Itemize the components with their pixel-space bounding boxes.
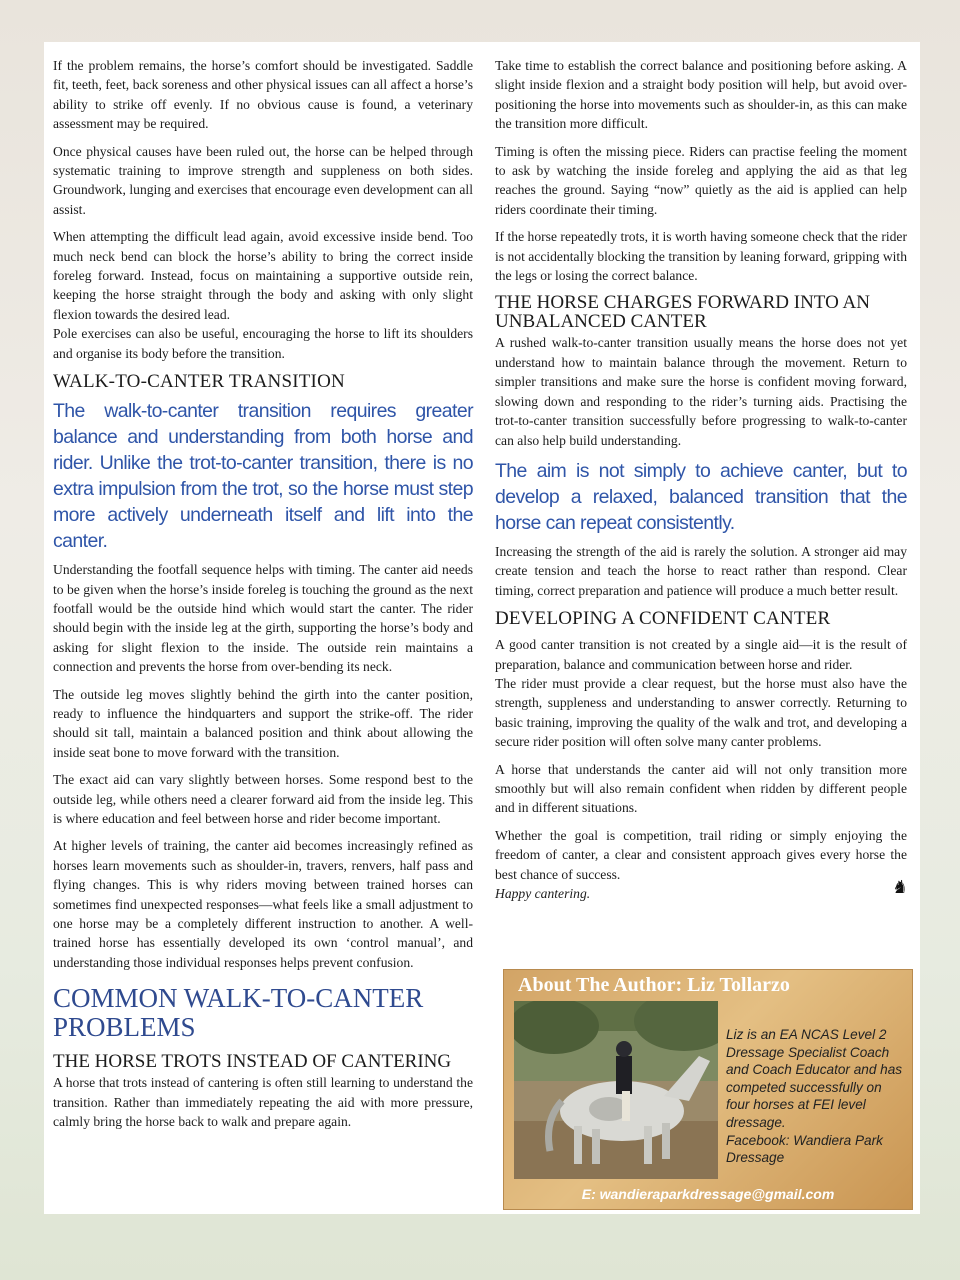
author-photo xyxy=(514,1001,718,1179)
lead-paragraph: The walk-to-canter transition requires greater balance and understanding from both horse and rider. Unlike the trot-to-canter transition, there is no extra impulsion from the trot, so the horse must step more actively underneath itself and lift into the canter. xyxy=(53,400,473,553)
paragraph: When attempting the difficult lead again, avoid excessive inside bend. Too much neck bend can block the horse’s ability to bring the correct inside foreleg forward. Instead, focus on maintaining a supportive outside rein, keeping the horse straight through the body and asking with only slight flexion towards the desired lead. xyxy=(53,229,473,322)
about-author-box xyxy=(503,969,913,1210)
horse-head-icon: ♞ xyxy=(890,877,907,897)
sign-off-text: Happy cantering. xyxy=(495,886,591,901)
author-bio xyxy=(726,1026,906,1167)
section-heading-common-problems: COMMON WALK-TO-CANTER PROBLEMS xyxy=(53,983,424,1043)
article-panel xyxy=(44,42,920,1214)
paragraph: Pole exercises can also be useful, encouraging the horse to lift its shoulders and organise its body before the transition. xyxy=(53,326,473,361)
paragraph: The exact aid can vary slightly between horses. Some respond best to the outside leg, while others need a clearer forward aid from the inside leg. This is where education and feel between horse and rider become important. xyxy=(53,772,473,826)
paragraph: Whether the goal is competition, trail riding or simply enjoying the freedom of canter, a clear and consistent approach gives every horse the best chance of success. xyxy=(495,827,907,882)
paragraph: Once physical causes have been ruled out, the horse can be helped through systematic training to improve strength and suppleness on both sides. Groundwork, lunging and exercises that encourage even development can all assist. xyxy=(53,143,473,217)
paragraph: The rider must provide a clear request, but the horse must also have the strength, suppleness and understanding to answer correctly. Returning to basic training, improving the quality of the walk and trot, and developing a secure rider position will often solve many canter problems. xyxy=(495,675,907,750)
subheading-charges-forward: THE HORSE CHARGES FORWARD INTO AN UNBALANCED CANTER xyxy=(495,292,870,333)
lead-paragraph: The aim is not simply to achieve canter, but to develop a relaxed, balanced transition that the horse can repeat consistently. xyxy=(495,459,907,534)
left-column xyxy=(53,56,473,1131)
paragraph: Understanding the footfall sequence helps with timing. The canter aid needs to be given when the horse’s inside foreleg is touching the ground as the next footfall would be the outside hind which would start the canter. The rider should begin with the inside leg at the girth, supporting the horse’s body and asking for slight flexion to the inside. The outside rein maintains a connection and prevents the horse from over-bending its neck. xyxy=(53,562,473,675)
paragraph: At higher levels of training, the canter aid becomes increasingly refined as horses learn movements such as shoulder-in, travers, renvers, half pass and flying changes. This is why riders moving between trained horses can sometimes find unexpected responses—what feels like a small adjustment to one horse may be a completely different instruction to another. A well-trained horse has essentially developed its own ‘control manual’, and understanding those individual responses helps prevent confusion. xyxy=(53,838,473,970)
author-photo-image xyxy=(514,1001,718,1179)
section-heading-walk-to-canter: WALK-TO-CANTER TRANSITION xyxy=(53,371,345,393)
sign-off xyxy=(495,877,907,903)
section-heading-confident-canter: DEVELOPING A CONFIDENT CANTER xyxy=(495,608,831,630)
paragraph: If the horse repeatedly trots, it is worth having someone check that the rider is not accidentally blocking the transition by leaning forward, gripping with the legs or losing the correct balance. xyxy=(495,229,907,284)
paragraph: A horse that understands the canter aid will not only transition more smoothly but will also remain confident when ridden by different people and in different situations. xyxy=(495,761,907,816)
right-column xyxy=(495,56,907,911)
author-box-title: About The Author: Liz Tollarzo xyxy=(518,974,790,996)
subheading-trots-instead: THE HORSE TROTS INSTEAD OF CANTERING xyxy=(53,1051,452,1073)
author-facebook: Facebook: Wandiera Park Dressage xyxy=(726,1132,883,1166)
paragraph: The outside leg moves slightly behind the girth into the canter position, ready to influence the hindquarters and support the strike-off. The rider should sit tall, maintain a balanced position and think about allowing the inside seat bone to move forward with the transition. xyxy=(53,686,473,760)
paragraph: If the problem remains, the horse’s comfort should be investigated. Saddle fit, teeth, feet, back soreness and other physical issues can all affect a horse’s ability to strike off evenly. If no obvious cause is found, a veterinary assessment may be required. xyxy=(53,58,473,132)
paragraph: Timing is often the missing piece. Riders can practise feeling the moment to ask by watching the inside foreleg and applying the aid as that leg reaches the ground. Saying “now” quietly as the aid is applied can help riders coordinate their timing. xyxy=(495,143,907,217)
author-bio-text: Liz is an EA NCAS Level 2 Dressage Specialist Coach and Coach Educator and has competed successfully on four horses at FEI level dressage. xyxy=(726,1027,903,1130)
paragraph: A good canter transition is not created by a single aid—it is the result of preparation, balance and communication between horse and rider. xyxy=(495,637,907,672)
paragraph: Take time to establish the correct balance and positioning before asking. A slight inside flexion and a straight body position will help, but avoid over-positioning the horse into movements such as shoulder-in, as this can make the transition more difficult. xyxy=(495,58,907,132)
paragraph: A rushed walk-to-canter transition usually means the horse does not yet understand how to maintain balance through the movement. Return to simpler transitions and make sure the horse is confident moving forward, slowing down and responding to the rider’s turning aids. Practising the trot-to-canter transition successfully before progressing to walk-to-canter can also help build understanding. xyxy=(495,335,907,448)
paragraph: A horse that trots instead of cantering is often still learning to understand the transition. Rather than immediately repeating the aid with more pressure, calmly bring the horse back to walk and prepare again. xyxy=(53,1075,473,1130)
paragraph: Increasing the strength of the aid is rarely the solution. A stronger aid may create tension and teach the horse to react rather than respond. Clear timing, correct preparation and patience will produce a much better result. xyxy=(495,543,907,598)
author-email: E: wandieraparkdressage@gmail.com xyxy=(581,1186,835,1202)
